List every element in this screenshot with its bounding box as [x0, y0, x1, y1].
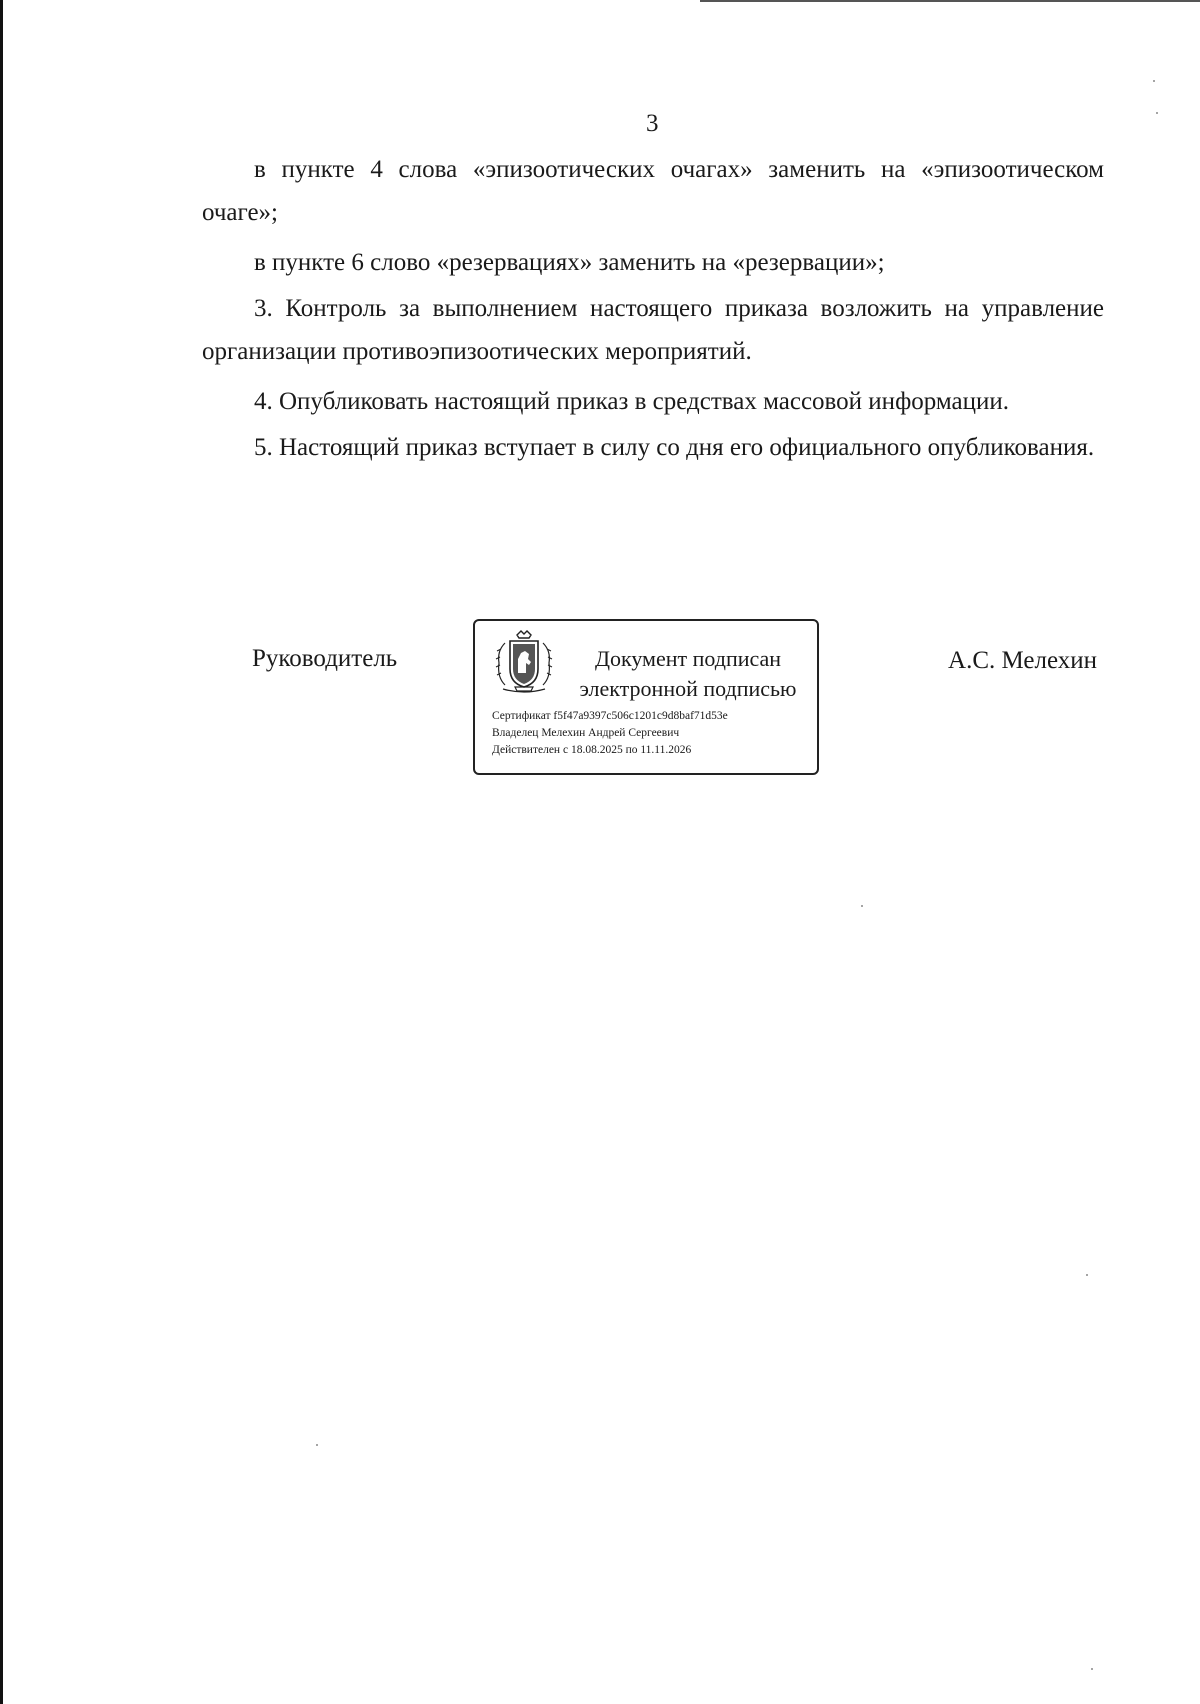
paragraph-item-4-amendment: в пункте 4 слова «эпизоотических очагах» заменить на «эпизоотическом очаге»; — [202, 156, 1104, 226]
scan-speck — [1153, 80, 1155, 82]
paragraph-publication-clause: 4. Опубликовать настоящий приказ в средствах массовой информации. — [254, 388, 1010, 415]
scan-speck — [1091, 1668, 1093, 1670]
scan-edge-left — [0, 0, 3, 1704]
scan-edge-top — [700, 0, 1200, 2]
stamp-title — [571, 644, 805, 704]
stamp-certificate: Сертификат f5f47a9397c506c1201c9d8baf71d53e — [492, 710, 728, 722]
page-number: 3 — [646, 110, 659, 137]
signatory-name: А.С. Мелехин — [948, 647, 1097, 674]
stamp-owner: Владелец Мелехин Андрей Сергеевич — [492, 727, 680, 739]
electronic-signature-stamp — [473, 619, 819, 775]
paragraph-control-clause: 3. Контроль за выполнением настоящего приказа возложить на управление организации противоэпизоотических мероприятий. — [202, 295, 1104, 365]
stamp-title-line-1: Документ подписан — [594, 646, 782, 671]
coat-of-arms-icon — [493, 629, 555, 695]
scan-speck — [1156, 112, 1158, 114]
scan-speck — [1086, 1274, 1088, 1276]
paragraph-item-6-amendment: в пункте 6 слово «резервациях» заменить на «резервации»; — [254, 249, 885, 276]
signatory-role: Руководитель — [252, 645, 398, 672]
scan-speck — [316, 1444, 318, 1446]
stamp-title-line-2: электронной подписью — [579, 676, 797, 701]
paragraph-effective-clause: 5. Настоящий приказ вступает в силу со дня его официального опубликования. — [254, 434, 1095, 461]
scan-speck — [861, 905, 863, 907]
stamp-validity: Действителен с 18.08.2025 по 11.11.2026 — [492, 744, 692, 756]
